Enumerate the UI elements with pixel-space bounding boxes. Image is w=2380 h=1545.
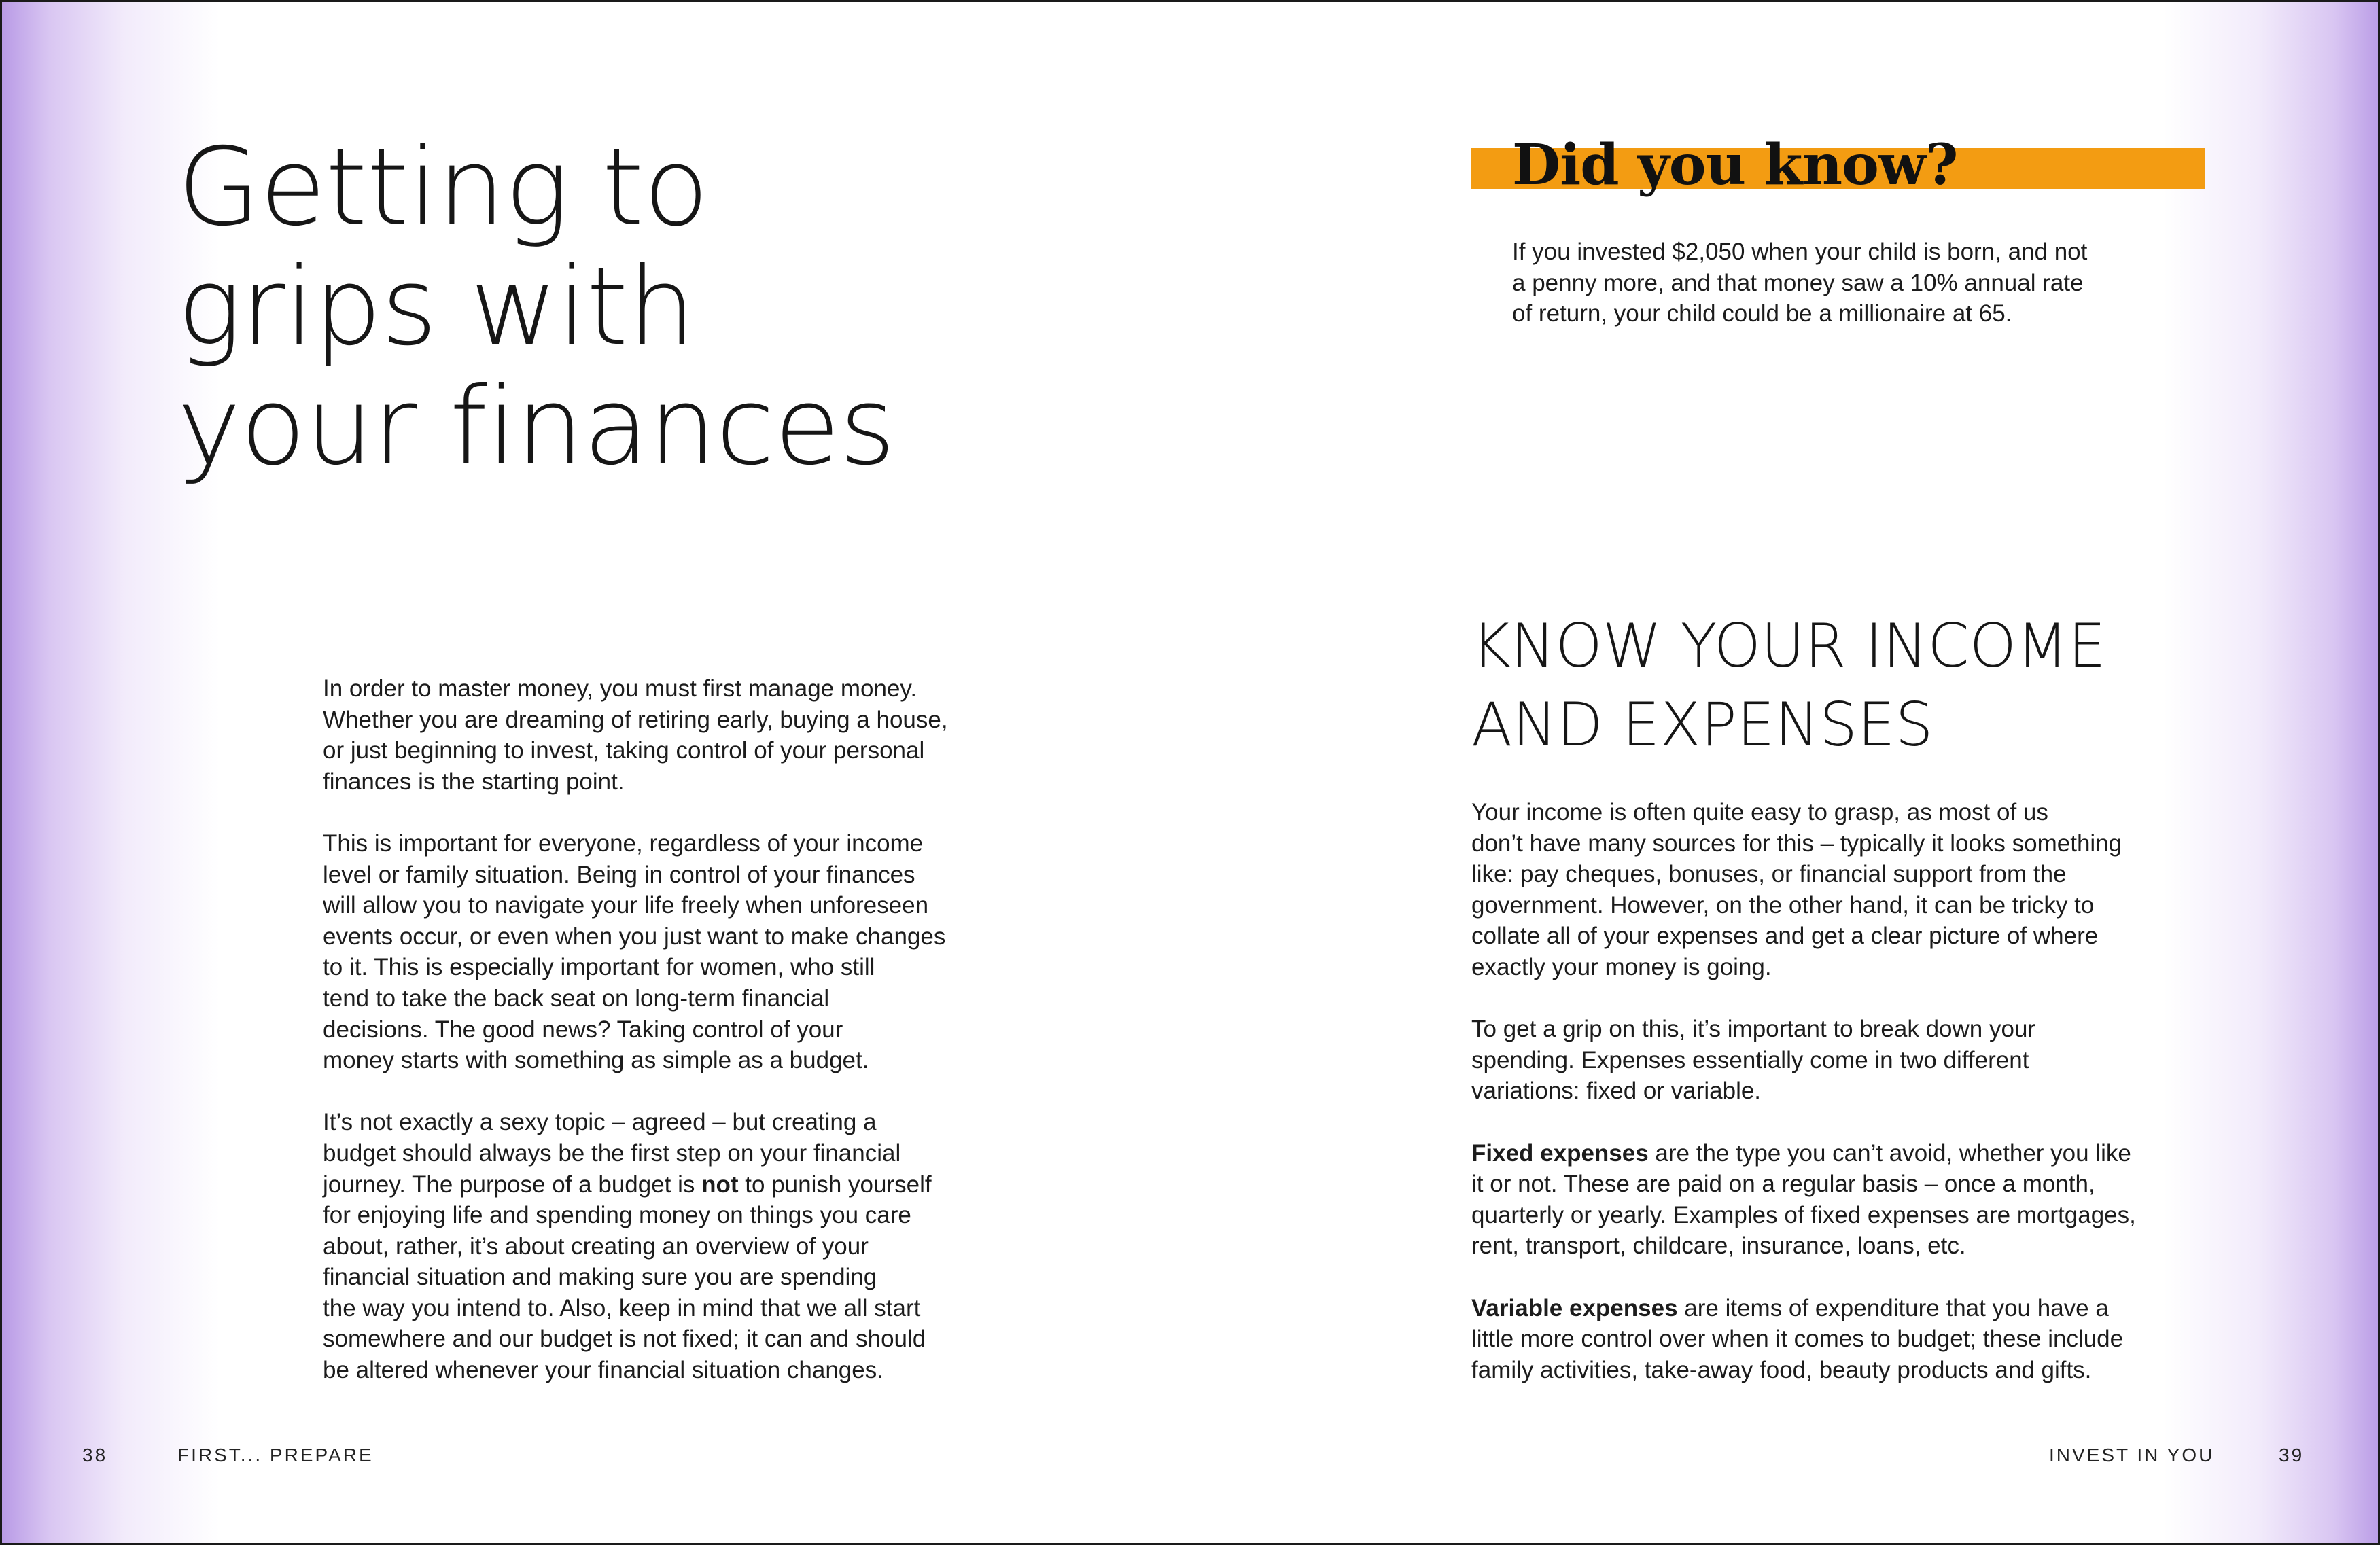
term-fixed-expenses: Fixed expenses: [1471, 1139, 1649, 1167]
page-title: [177, 125, 993, 489]
bold-emphasis: not: [701, 1171, 739, 1198]
text-line: If you invested $2,050 when your child is born, and not: [1512, 238, 2088, 265]
text-line: events occur, or even when you just want to make changes: [323, 923, 946, 950]
running-head-left: FIRST... PREPARE: [177, 1444, 374, 1466]
text-line: spending. Expenses essentially come in two different: [1471, 1046, 2029, 1073]
page-number-right: 39: [2279, 1444, 2305, 1466]
title-line-1: Getting to: [177, 125, 709, 250]
heading-line-1: KNOW YOUR INCOME: [1471, 611, 2106, 681]
page-number-left: 38: [82, 1444, 108, 1466]
text-line: be altered whenever your financial situation changes.: [323, 1357, 883, 1384]
text-line: To get a grip on this, it’s important to break down your: [1471, 1016, 2036, 1043]
text-line: the way you intend to. Also, keep in mind that we all start: [323, 1294, 921, 1321]
heading-line-2: AND EXPENSES: [1471, 690, 1933, 760]
text-line: will allow you to navigate your life freely when unforeseen: [323, 892, 929, 919]
left-paragraph-2: [323, 828, 1030, 1076]
text-line: [323, 1169, 1030, 1201]
text-line: it or not. These are paid on a regular basis – once a month,: [1471, 1171, 2095, 1198]
text-line: money starts with something as simple as a budget.: [323, 1047, 869, 1074]
text-line: collate all of your expenses and get a clear picture of where: [1471, 923, 2099, 950]
text-line: Whether you are dreaming of retiring early, buying a house,: [323, 706, 948, 733]
text-line: like: pay cheques, bonuses, or financial support from the: [1471, 861, 2067, 888]
text-line: In order to master money, you must first manage money.: [323, 675, 917, 702]
text-line: tend to take the back seat on long-term financial: [323, 984, 830, 1012]
text-line: to it. This is especially important for women, who still: [323, 954, 875, 981]
text-line: Your income is often quite easy to grasp, as most of us: [1471, 799, 2048, 825]
text-line: rent, transport, childcare, insurance, loans, etc.: [1471, 1232, 1966, 1260]
text-line: variations: fixed or variable.: [1471, 1078, 1762, 1105]
text-line: about, rather, it’s about creating an overview of your: [323, 1232, 869, 1260]
text-line: [1471, 1138, 2205, 1169]
text-line: decisions. The good news? Taking control of your: [323, 1016, 843, 1043]
text-line: don’t have many sources for this – typically it looks something: [1471, 830, 2122, 857]
text-line: somewhere and our budget is not fixed; it can and should: [323, 1326, 926, 1353]
text-segment: journey. The purpose of a budget is: [323, 1171, 702, 1198]
running-head-right: INVEST IN YOU: [2049, 1444, 2215, 1466]
text-line: This is important for everyone, regardless of your income: [323, 830, 924, 857]
text-line: of return, your child could be a millionaire at 65.: [1512, 300, 2012, 327]
text-line: or just beginning to invest, taking control of your personal: [323, 737, 925, 764]
text-segment: are the type you can’t avoid, whether you like: [1648, 1139, 2131, 1167]
text-segment: to punish yourself: [738, 1171, 932, 1198]
text-line: [1471, 1293, 2205, 1324]
left-body-text: [323, 673, 1030, 1417]
term-variable-expenses: Variable expenses: [1471, 1294, 1678, 1321]
text-line: little more control over when it comes to budget; these include: [1471, 1326, 2124, 1353]
left-paragraph-1: [323, 673, 1030, 797]
text-line: budget should always be the first step on your financial: [323, 1139, 901, 1167]
text-line: exactly your money is going.: [1471, 953, 1772, 980]
text-line: It’s not exactly a sexy topic – agreed – but creating a: [323, 1109, 877, 1136]
text-line: finances is the starting point.: [323, 768, 625, 795]
text-line: a penny more, and that money saw a 10% annual rate: [1512, 269, 2084, 296]
right-paragraph-fixed: [1471, 1138, 2205, 1262]
text-line: level or family situation. Being in control of your finances: [323, 861, 915, 888]
right-paragraph-variable: [1471, 1293, 2205, 1386]
section-heading: [1471, 607, 2106, 764]
text-line: family activities, take-away food, beauty products and gifts.: [1471, 1356, 2092, 1383]
text-segment: are items of expenditure that you have a: [1677, 1294, 2109, 1321]
did-you-know-title: Did you know?: [1512, 132, 1958, 198]
text-line: government. However, on the other hand, it can be tricky to: [1471, 891, 2095, 919]
right-paragraph-2: [1471, 1014, 2205, 1107]
text-line: for enjoying life and spending money on things you care: [323, 1202, 911, 1229]
text-line: quarterly or yearly. Examples of fixed expenses are mortgages,: [1471, 1201, 2136, 1228]
text-line: financial situation and making sure you are spending: [323, 1264, 877, 1291]
title-line-2: grips with: [177, 245, 695, 370]
right-paragraph-1: [1471, 797, 2205, 983]
title-line-3: your finances: [177, 364, 895, 489]
did-you-know-text: [1512, 236, 2165, 330]
left-paragraph-3: [323, 1107, 1030, 1385]
right-body-text: [1471, 797, 2205, 1417]
